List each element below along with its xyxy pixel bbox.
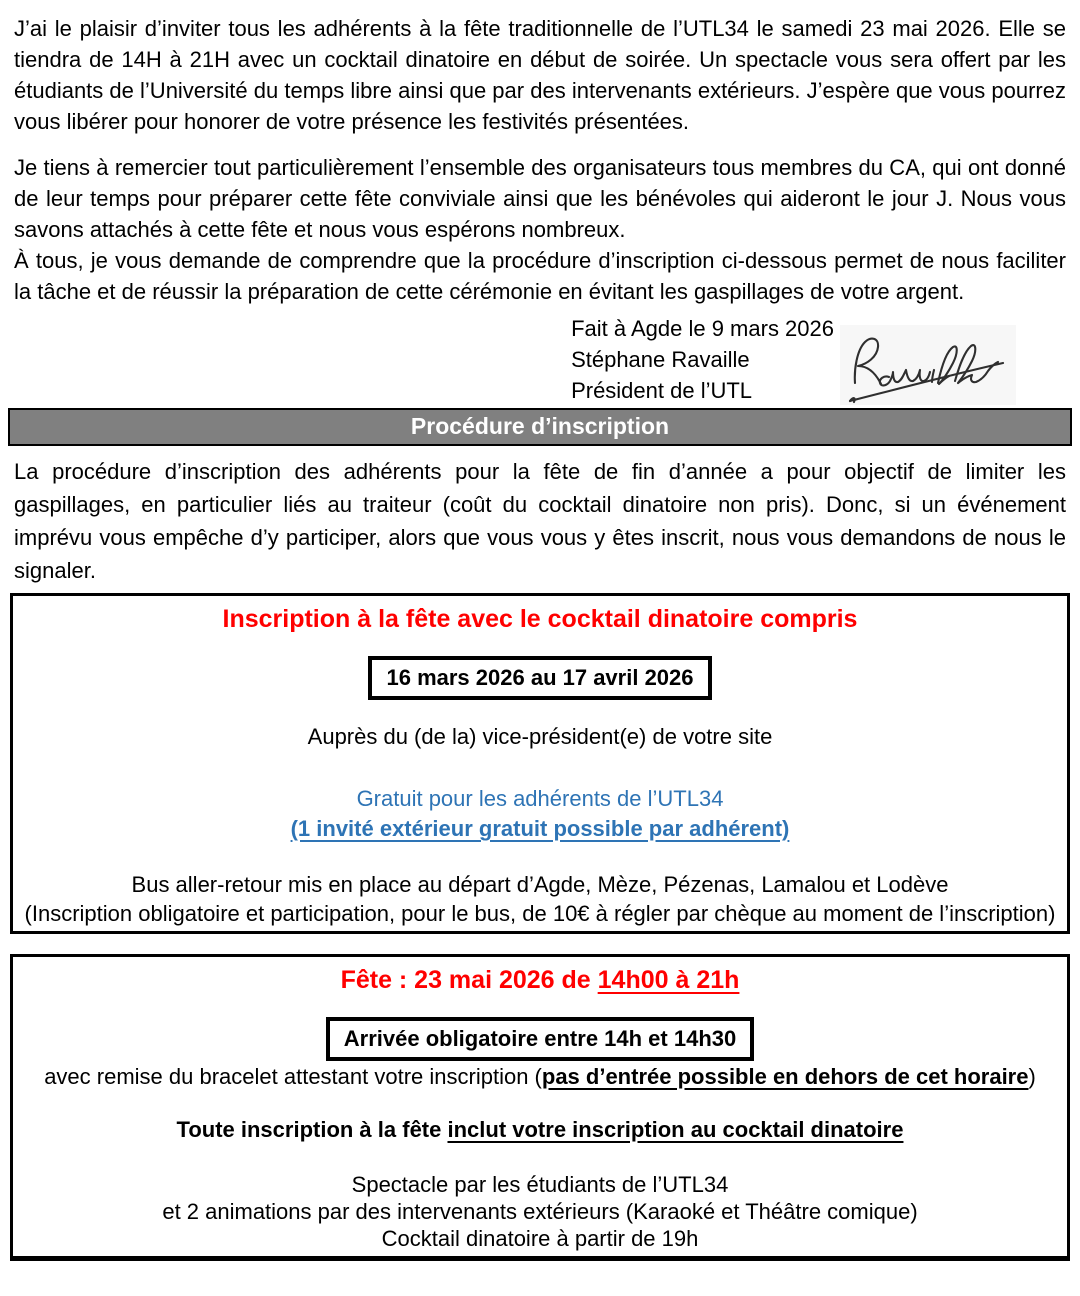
signer-title-line: Président de l’UTL <box>571 378 753 403</box>
procedure-intro-paragraph: La procédure d’inscription des adhérents pour la fête de fin d’année a pour objectif de limiter les gaspillages, en particulier liés au traiteur (coût du cocktail dinatoire non pris). Donc, si un événement imprévu vous empêche d’y participer, alors que vous vous y êtes inscrit, nous vous demandons de nous le signaler. <box>14 459 1066 583</box>
show-animations-line: et 2 animations par des intervenants extérieurs (Karaoké et Théâtre comique) <box>162 1199 918 1224</box>
bracelet-prefix: avec remise du bracelet attestant votre inscription ( <box>44 1064 542 1089</box>
bus-payment-line: (Inscription obligatoire et participation, pour le bus, de 10€ à régler par chèque au moment de l’inscription) <box>24 901 1056 926</box>
inscription-where-line: Auprès du (de la) vice-président(e) de votre site <box>307 724 773 749</box>
free-for-members-line: Gratuit pour les adhérents de l’UTL34 <box>356 786 724 811</box>
inscription-info-box <box>10 593 1070 934</box>
procedure-header-bar: Procédure d’inscription <box>8 408 1072 446</box>
fete-info-box <box>10 954 1070 1261</box>
show-students-line: Spectacle par les étudiants de l’UTL34 <box>351 1172 729 1197</box>
thanks-and-note-paragraphs <box>0 152 1080 307</box>
bracelet-restriction: pas d’entrée possible en dehors de cet horaire <box>541 1064 1029 1089</box>
cocktail-time-line: Cocktail dinatoire à partir de 19h <box>381 1226 699 1251</box>
bus-departure-line: Bus aller-retour mis en place au départ d’Agde, Mèze, Pézenas, Lamalou et Lodève <box>131 872 949 897</box>
inscription-includes-line <box>13 1116 1067 1143</box>
signature-text-block <box>571 313 834 406</box>
guest-allowed-line: (1 invité extérieur gratuit possible par adhérent) <box>290 816 790 841</box>
signer-name-line: Stéphane Ravaille <box>571 347 750 372</box>
inscription-period-frame: 16 mars 2026 au 17 avril 2026 <box>368 656 711 700</box>
inscription-includes-underlined: inclut votre inscription au cocktail dinatoire <box>447 1117 904 1142</box>
fete-title-hours: 14h00 à 21h <box>597 966 740 994</box>
inscription-includes-prefix: Toute inscription à la fête <box>176 1117 448 1142</box>
place-date-line: Fait à Agde le 9 mars 2026 <box>571 316 834 341</box>
invitation-paragraph: J’ai le plaisir d’inviter tous les adhérents à la fête traditionnelle de l’UTL34 le samedi 23 mai 2026. Elle se tiendra de 14H à 21H avec un cocktail dinatoire en début de soirée. Un spectacle vous sera offert par les étudiants de l’Université du temps libre ainsi que par des intervenants extérieurs. J’espère que vous pourrez vous libérer pour honorer de votre présence les festivités présentées. <box>14 16 1066 134</box>
procedure-note-paragraph: À tous, je vous demande de comprendre que la procédure d’inscription ci-dessous permet de nous faciliter la tâche et de réussir la préparation de cette cérémonie en évitant les gaspillages de votre argent. <box>14 248 1066 304</box>
fete-box-title <box>13 965 1067 995</box>
handwritten-signature-image <box>840 325 1016 405</box>
bracelet-line <box>13 1063 1067 1090</box>
inscription-box-title: Inscription à la fête avec le cocktail dinatoire compris <box>222 605 858 633</box>
arrival-row <box>13 1017 1067 1061</box>
inscription-period-row <box>13 656 1067 700</box>
arrival-frame: Arrivée obligatoire entre 14h et 14h30 <box>326 1017 755 1061</box>
fete-title-prefix: Fête : 23 mai 2026 de <box>340 966 598 994</box>
thanks-paragraph: Je tiens à remercier tout particulièrement l’ensemble des organisateurs tous membres du CA, qui ont donné de leur temps pour préparer cette fête conviviale ainsi que les bénévoles qui aideront le jour J. Nous vous savons attachés à cette fête et nous vous espérons nombreux. <box>14 155 1066 242</box>
bracelet-suffix: ) <box>1028 1064 1036 1089</box>
signature-block <box>0 313 1080 406</box>
